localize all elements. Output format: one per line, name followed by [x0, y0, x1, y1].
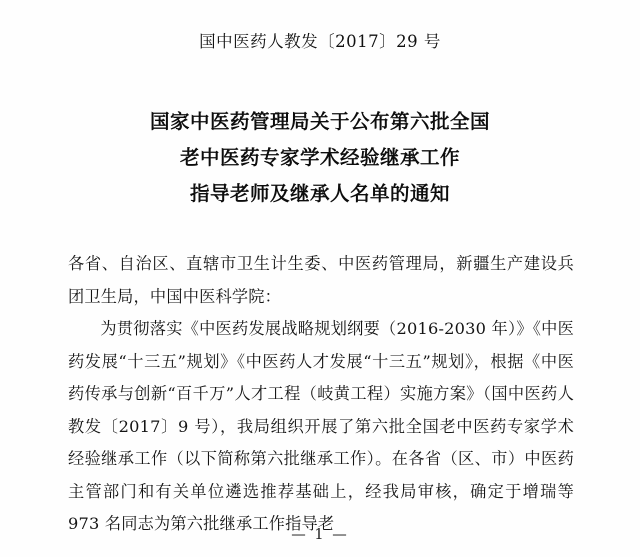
title-line-1: 国家中医药管理局关于公布第六批全国: [149, 110, 490, 133]
document-number: 国中医药人教发〔2017〕29 号: [199, 32, 441, 51]
title-line-3: 指导老师及继承人名单的通知: [189, 182, 450, 205]
title-line-2: 老中医药专家学术经验继承工作: [179, 146, 460, 169]
document-body: [0, 248, 640, 541]
recipient-paragraph: 各省、自治区、直辖市卫生计生委、中医药管理局，新疆生产建设兵团卫生局，中国中医科学院：: [68, 254, 574, 306]
main-paragraph: 为贯彻落实《中医药发展战略规划纲要（2016-2030 年）》《中医药发展“十三五”规划》《中医药人才发展“十三五”规划》，根据《中医药传承与创新“百千万”人才工程（岐黄工程）实施方案》（国中医药人教发〔2017〕9 号），我局组织开展了第六批全国老中医药专家学术经验继承工作（以下简称第六批继承工作）。在各省（区、市）中医药主管部门和有关单位遴选推荐基础上，经我局审核，确定于增瑞等 973 名同志为第六批继承工作指导老: [68, 319, 574, 533]
page-number: — 1 —: [291, 527, 349, 543]
document-title: [0, 104, 640, 212]
